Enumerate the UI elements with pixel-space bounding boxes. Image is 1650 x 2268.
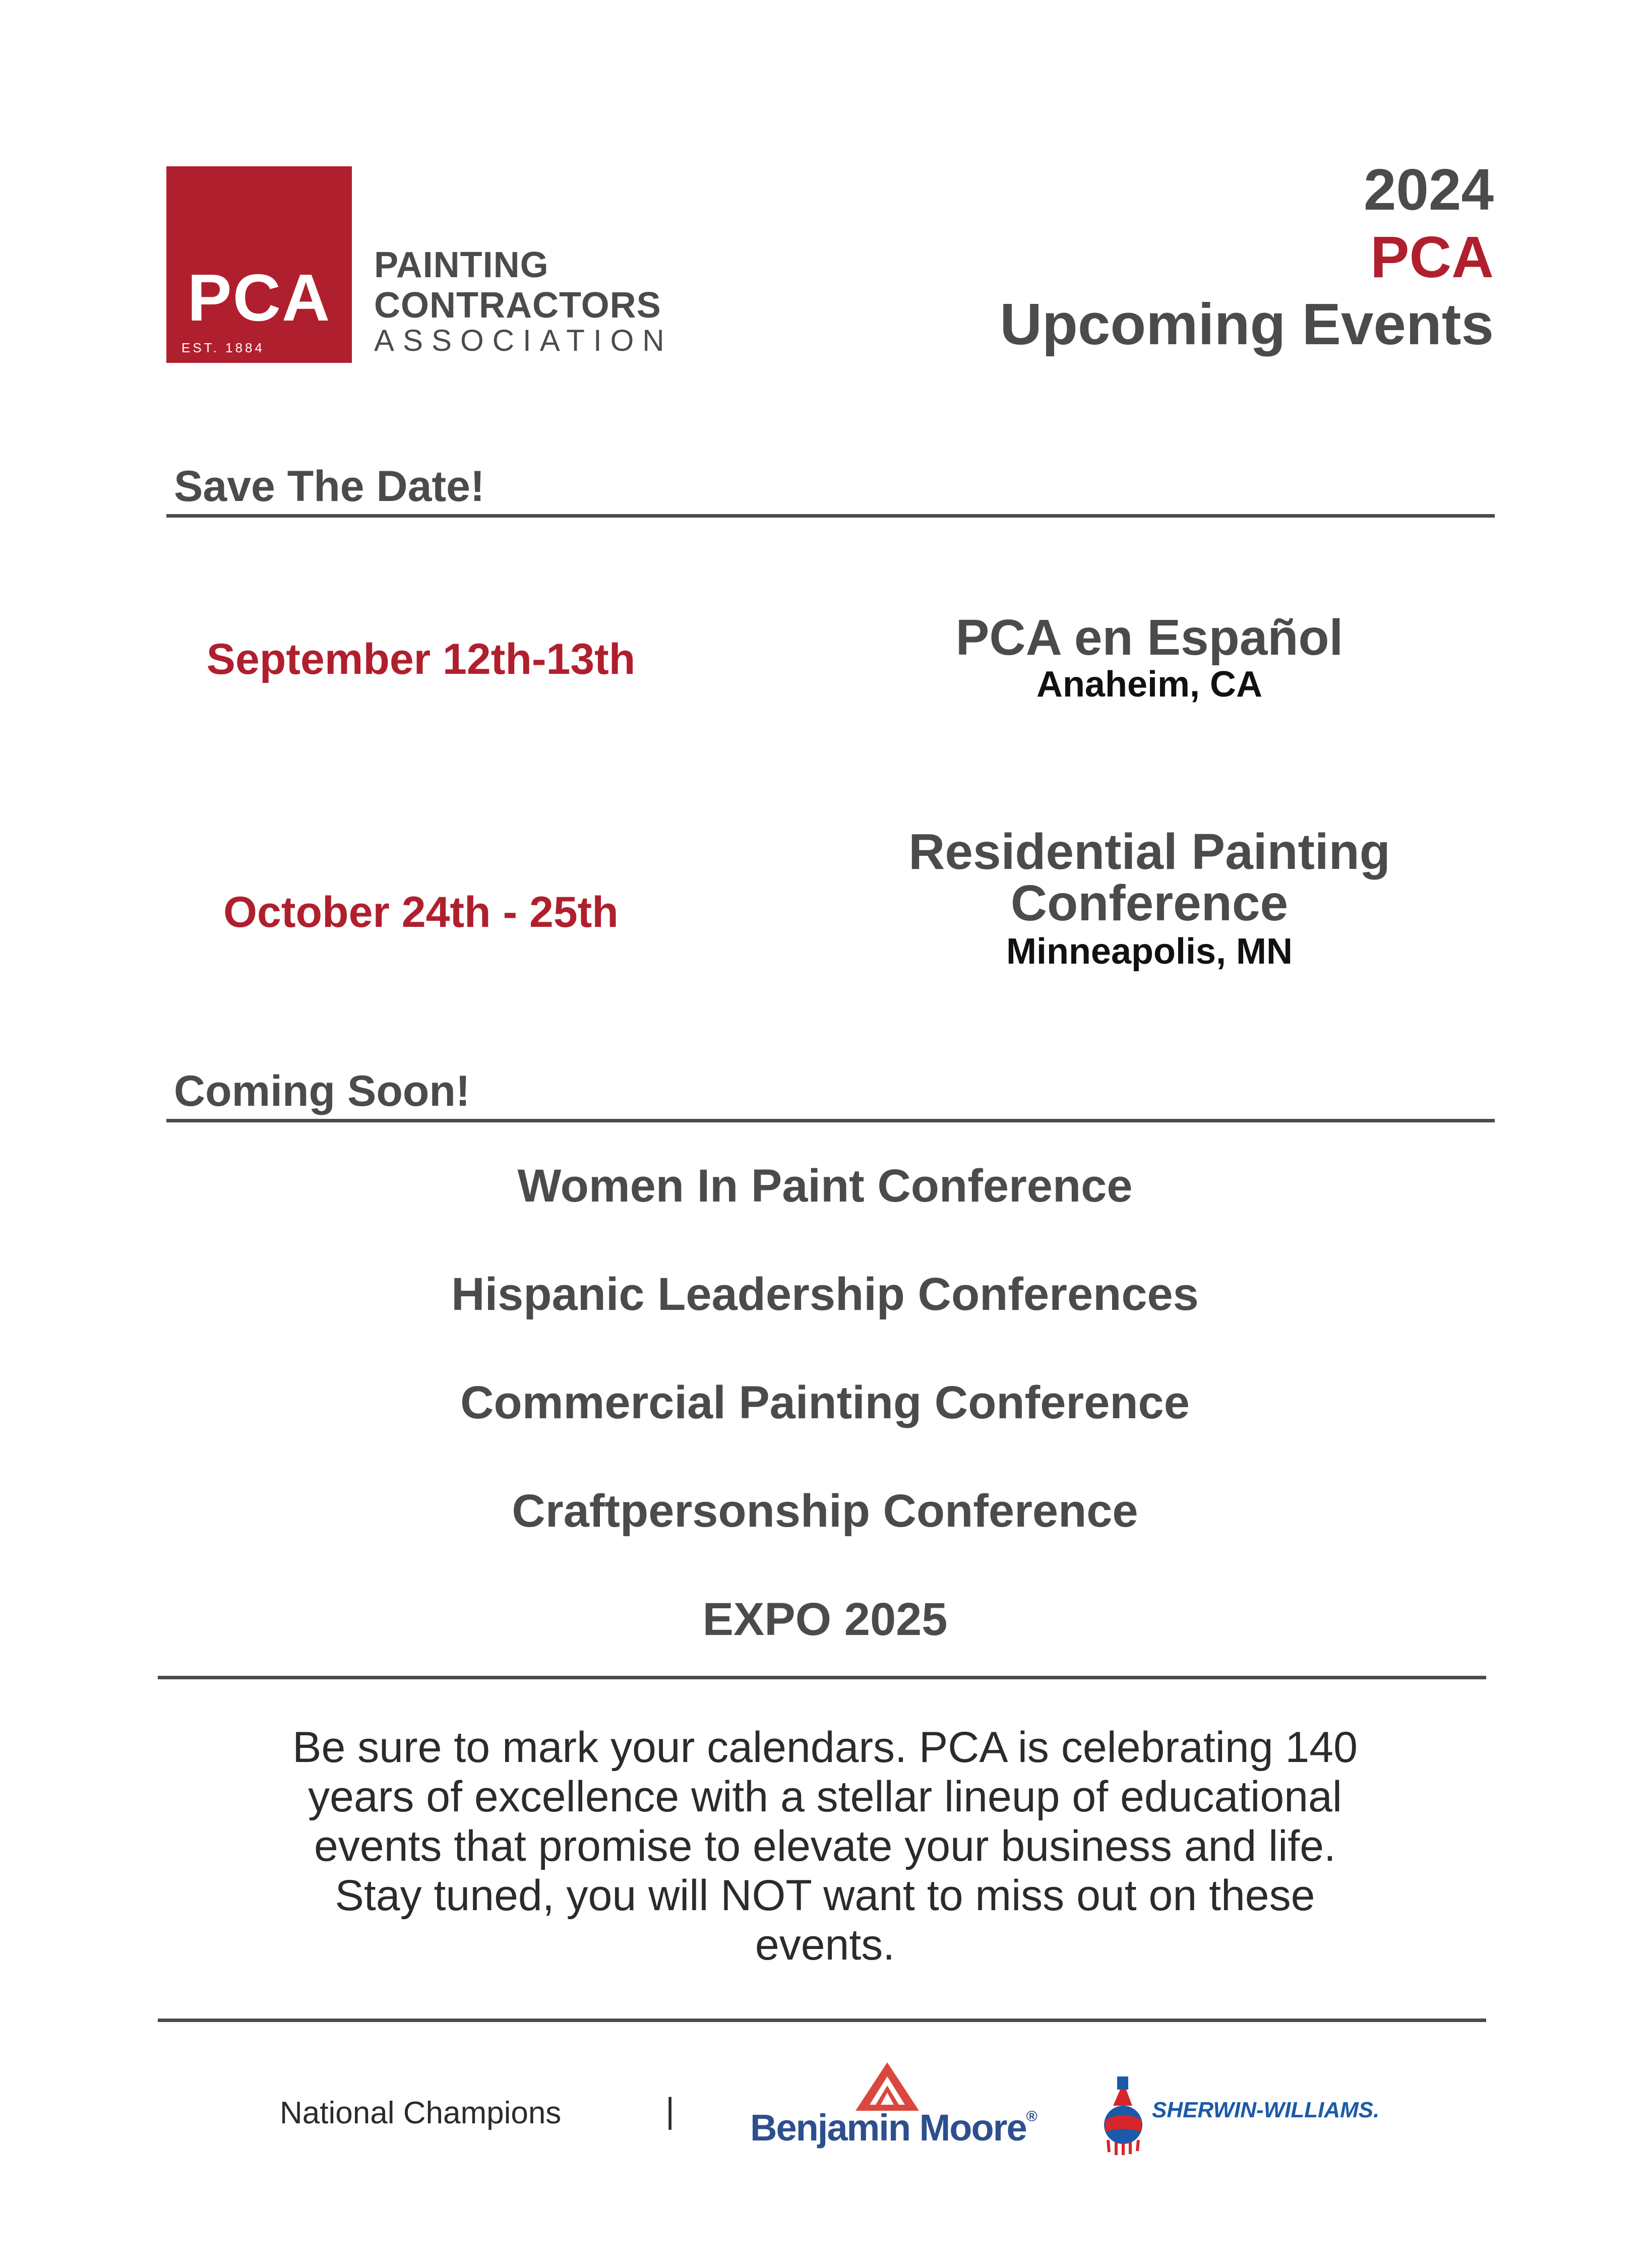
sherwin-williams-logo: SHERWIN-WILLIAMS.	[1152, 2098, 1380, 2122]
national-champions-label: National Champions	[280, 2096, 562, 2130]
divider	[166, 514, 1495, 518]
event-location: Minneapolis, MN	[1006, 931, 1293, 972]
coming-soon-item: Craftpersonship Conference	[512, 1485, 1138, 1537]
logo-name-line3: ASSOCIATION	[374, 324, 673, 357]
event-date: September 12th-13th	[206, 635, 636, 683]
coming-soon-item: Commercial Painting Conference	[460, 1377, 1190, 1428]
pca-logo-mark	[166, 166, 352, 363]
logo-established: EST. 1884	[181, 340, 265, 355]
event-name-line2: Conference	[1010, 875, 1289, 931]
registered-mark: ®	[1026, 2108, 1036, 2125]
logo-name-line1: PAINTING	[374, 245, 549, 285]
logo-acronym: PCA	[187, 261, 331, 335]
save-the-date-heading: Save The Date!	[174, 462, 485, 511]
divider	[166, 1119, 1495, 1122]
event-name-line1: Residential Painting	[908, 824, 1390, 880]
divider	[158, 2019, 1486, 2022]
sherwin-williams-globe-icon	[1098, 2075, 1148, 2159]
sponsor-name: Benjamin Moore	[750, 2107, 1026, 2149]
paragraph-line: events.	[755, 1921, 895, 1969]
coming-soon-heading: Coming Soon!	[174, 1067, 470, 1115]
divider	[158, 1676, 1486, 1679]
header-org: PCA	[1370, 224, 1494, 290]
paragraph-line: Be sure to mark your calendars. PCA is celebrating 140	[292, 1723, 1358, 1772]
paragraph-line: events that promise to elevate your business and life.	[314, 1822, 1336, 1870]
announcement-paragraph	[166, 1723, 1484, 1970]
page-title: Upcoming Events	[1000, 291, 1494, 357]
coming-soon-item: Women In Paint Conference	[517, 1160, 1133, 1212]
paragraph-line: Stay tuned, you will NOT want to miss out on these	[335, 1871, 1315, 1920]
footer-separator: |	[665, 2091, 675, 2130]
coming-soon-item: Hispanic Leadership Conferences	[451, 1269, 1199, 1320]
benjamin-moore-logo	[750, 2109, 1036, 2147]
logo-name-line2: CONTRACTORS	[374, 285, 661, 326]
event-date: October 24th - 25th	[223, 888, 619, 936]
header-year: 2024	[1363, 157, 1494, 222]
event-name: PCA en Español	[955, 609, 1343, 666]
paragraph-line: years of excellence with a stellar lineup of educational	[308, 1773, 1342, 1821]
event-location: Anaheim, CA	[1036, 664, 1263, 705]
coming-soon-item: EXPO 2025	[702, 1594, 948, 1645]
